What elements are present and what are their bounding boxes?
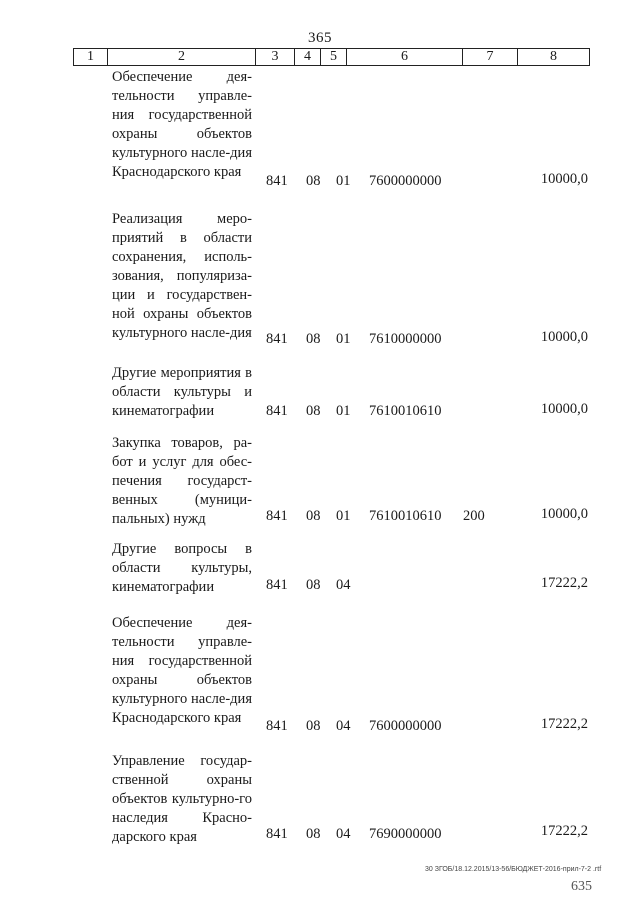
column-number-4: 4 (295, 49, 321, 66)
row-code-ministry: 841 (266, 508, 288, 524)
row-amount: 10000,0 (540, 401, 588, 417)
row-name: Реализация меро-приятий в области сохранения, исполь-зования, популяриза-ции и государствен-ной охраны объектов культурного насле-дия (112, 211, 252, 341)
row-code-ministry: 841 (266, 826, 288, 842)
row-amount: 10000,0 (540, 506, 588, 522)
row-code-ministry: 841 (266, 173, 288, 189)
row-code-subsection: 01 (336, 403, 351, 419)
row-code-subsection: 04 (336, 718, 351, 734)
row-name: Другие мероприятия в области культуры и кинематографии (112, 365, 252, 419)
row-code-ministry: 841 (266, 331, 288, 347)
row-code-subsection: 04 (336, 826, 351, 842)
row-code-target: 7690000000 (369, 826, 442, 842)
row-code-section: 08 (306, 577, 321, 593)
row-name: Другие вопросы в области культуры, кинематографии (112, 541, 252, 595)
column-number-3: 3 (256, 49, 295, 66)
sheet-number: 635 (571, 879, 592, 894)
document-file-stamp: 30 ЗГОБ/18.12.2015/13-56/БЮДЖЕТ-2016-прил-7-2 .rtf (425, 866, 602, 873)
row-code-section: 08 (306, 508, 321, 524)
column-number-1: 1 (74, 49, 108, 66)
row-code-ministry: 841 (266, 718, 288, 734)
row-code-target: 7610010610 (369, 403, 442, 419)
column-header-row (73, 48, 590, 66)
row-name: Управление государ-ственной охраны объектов культурно-го наследия Красно-дарского края (112, 753, 252, 845)
row-code-target: 7600000000 (369, 718, 442, 734)
row-name: Закупка товаров, ра-бот и услуг для обес-печения государст-венных (муници-пальных) нужд (112, 435, 252, 527)
row-code-section: 08 (306, 173, 321, 189)
column-number-8: 8 (518, 49, 590, 66)
page-number: 365 (308, 30, 332, 46)
row-amount: 17222,2 (540, 716, 588, 732)
column-number-2: 2 (108, 49, 256, 66)
row-code-subsection: 01 (336, 173, 351, 189)
row-amount: 17222,2 (540, 823, 588, 839)
row-amount: 10000,0 (540, 171, 588, 187)
row-amount: 10000,0 (540, 329, 588, 345)
row-code-target: 7610000000 (369, 331, 442, 347)
row-code-expense-type: 200 (463, 508, 485, 524)
row-code-subsection: 04 (336, 577, 351, 593)
row-code-section: 08 (306, 403, 321, 419)
column-number-5: 5 (321, 49, 347, 66)
row-code-target: 7610010610 (369, 508, 442, 524)
row-code-ministry: 841 (266, 577, 288, 593)
row-name: Обеспечение дея-тельности управле-ния государственной охраны объектов культурного насле-дия Краснодарского края (112, 615, 252, 726)
row-code-ministry: 841 (266, 403, 288, 419)
column-number-6: 6 (347, 49, 463, 66)
row-code-section: 08 (306, 331, 321, 347)
row-code-section: 08 (306, 718, 321, 734)
row-amount: 17222,2 (540, 575, 588, 591)
row-name: Обеспечение дея-тельности управле-ния государственной охраны объектов культурного насле-дия Краснодарского края (112, 69, 252, 180)
row-code-subsection: 01 (336, 331, 351, 347)
row-code-subsection: 01 (336, 508, 351, 524)
row-code-section: 08 (306, 826, 321, 842)
column-number-7: 7 (463, 49, 518, 66)
row-code-target: 7600000000 (369, 173, 442, 189)
